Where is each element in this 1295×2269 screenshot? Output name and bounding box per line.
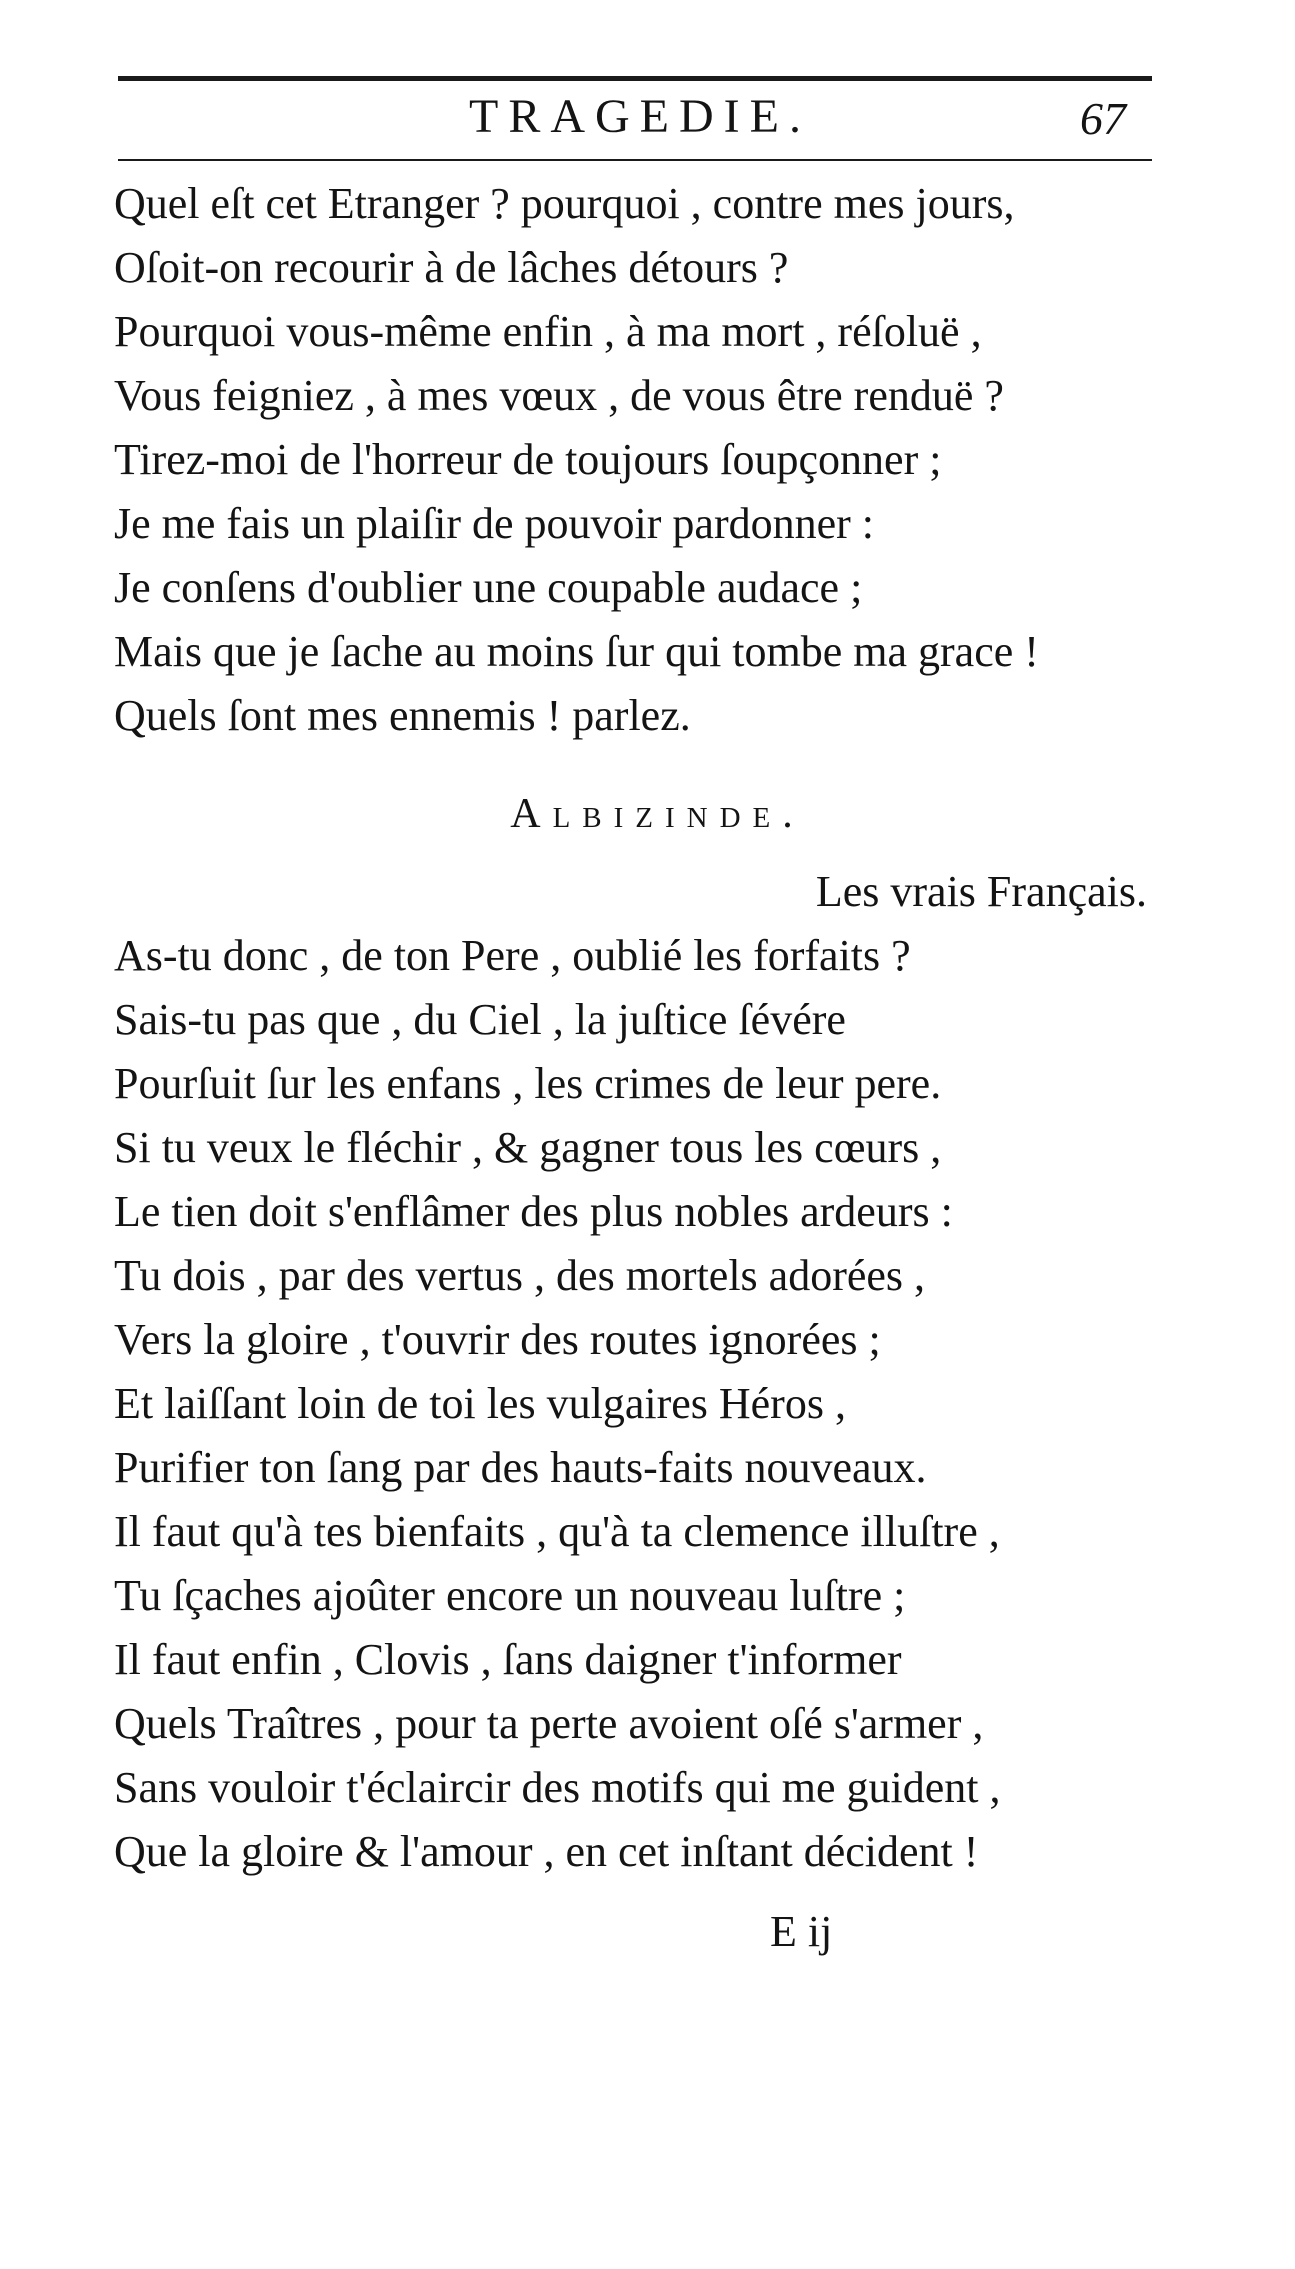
verse-line: Sans vouloir t'éclaircir des motifs qui me guident , [114,1763,1001,1812]
verse-line: As-tu donc , de ton Pere , oublié les forfaits ? [114,931,911,980]
verse-line: Le tien doit s'enflâmer des plus nobles ardeurs : [114,1187,953,1236]
verse-line: Et laiſſant loin de toi les vulgaires Héros , [114,1379,846,1428]
verse-line: Tirez-moi de l'horreur de toujours ſoupçonner ; [114,435,942,484]
verse-line: Vous feigniez , à mes vœux , de vous être renduë ? [114,371,1004,420]
verse-line: Que la gloire & l'amour , en cet inſtant décident ! [114,1827,979,1876]
signature-mark: E ij [770,1907,833,1956]
verse-line: Il faut qu'à tes bienfaits , qu'à ta clemence illuſtre , [114,1507,1000,1556]
verse-line: Oſoit-on recourir à de lâches détours ? [114,243,789,292]
verse-line: Vers la gloire , t'ouvrir des routes ignorées ; [114,1315,881,1364]
header-rule-top [118,76,1152,81]
verse-line: Quels ſont mes ennemis ! parlez. [114,691,691,740]
verse-line: Tu dois , par des vertus , des mortels adorées , [114,1251,926,1300]
verse-line: Je conſens d'oublier une coupable audace ; [114,563,863,612]
verse-line: Tu ſçaches ajoûter encore un nouveau luſtre ; [114,1571,906,1620]
verse-line: Mais que je ſache au moins ſur qui tombe ma grace ! [114,627,1039,676]
verse-half-line: Les vrais Français. [815,867,1147,916]
verse-line: Je me fais un plaiſir de pouvoir pardonner : [114,499,875,548]
verse-line: Quel eſt cet Etranger ? pourquoi , contre mes jours, [114,179,1015,228]
header-rule-bottom [118,159,1152,161]
verse-line: Purifier ton ſang par des hauts-faits nouveaux. [114,1443,927,1492]
speaker-name: Albizinde. [510,791,805,837]
verse-line: Sais-tu pas que , du Ciel , la juſtice ſévére [114,995,846,1044]
running-title: TRAGEDIE. [469,90,811,143]
verse-line: Pourquoi vous-même enfin , à ma mort , réſoluë , [114,307,982,356]
page-number: 67 [1080,93,1126,144]
verse-line: Il faut enfin , Clovis , ſans daigner t'informer [114,1635,902,1684]
verse-line: Pourſuit ſur les enfans , les crimes de leur pere. [114,1059,942,1108]
verse-line: Si tu veux le fléchir , & gagner tous les cœurs , [114,1123,942,1172]
verse-line: Quels Traîtres , pour ta perte avoient oſé s'armer , [114,1699,984,1748]
